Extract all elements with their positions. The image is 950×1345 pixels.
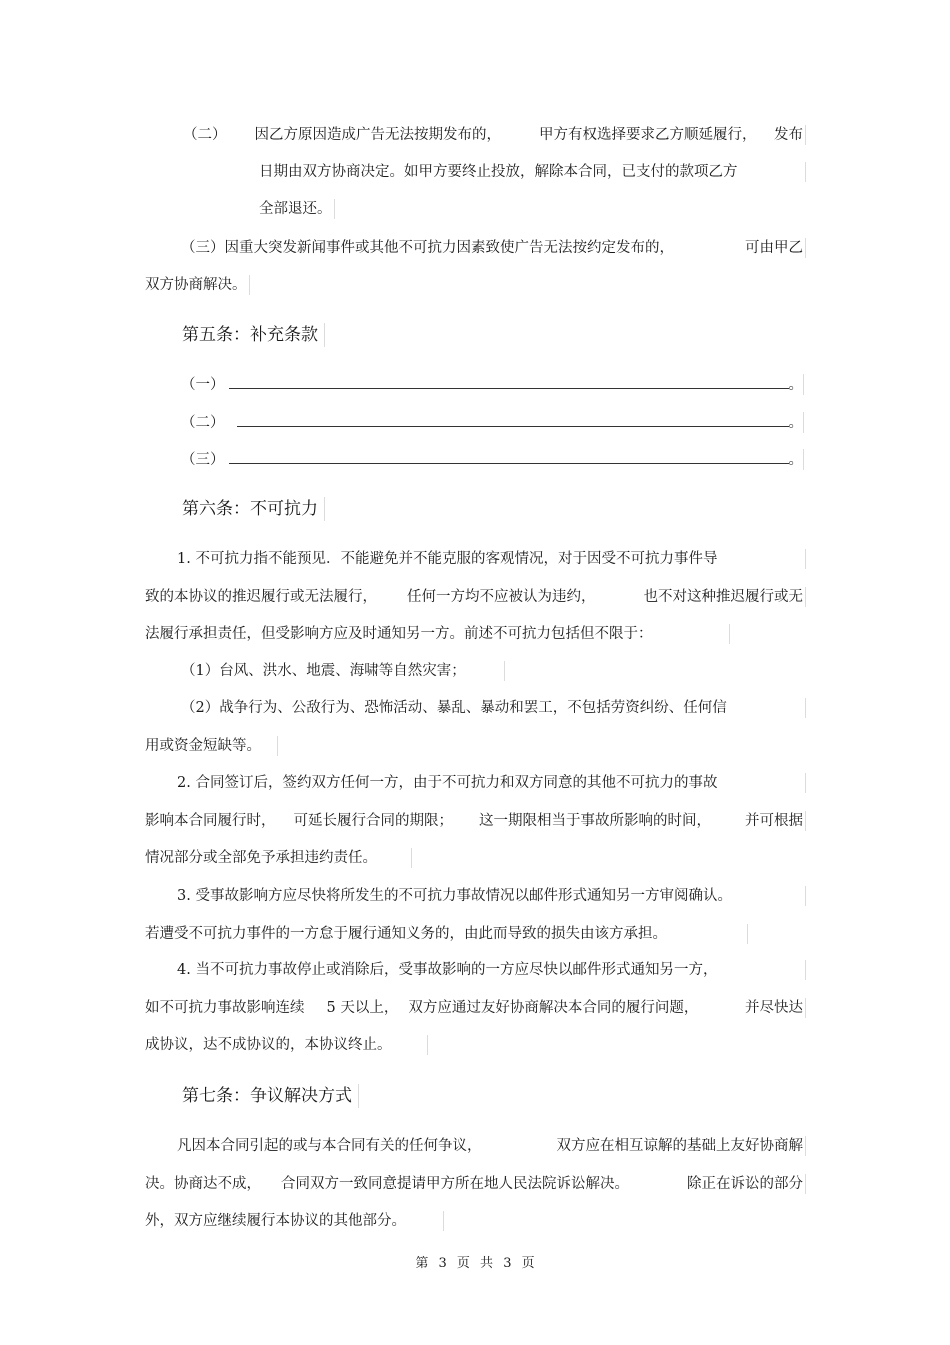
text-segment: 影响本合同履行时， <box>145 813 276 829</box>
clause-4-3-line-1 <box>181 238 806 258</box>
para-7-line-2 <box>145 1174 806 1194</box>
clause-number: （二） <box>183 127 227 143</box>
text-segment: 3. 受事故影响方应尽快将所发生的不可抗力事故情况以邮件形式通知另一方审阅确认。 <box>177 888 732 904</box>
page-number-footer: 第 3 页 共 3 页 <box>415 1256 535 1271</box>
para-6-2-line-3 <box>145 848 412 868</box>
text-segment: 日期由双方协商决定。如甲方要终止投放，解除本合同，已支付的款项乙方 <box>259 164 738 180</box>
para-6-1-line-2 <box>145 587 806 607</box>
para-6-3-line-2 <box>145 924 748 944</box>
text-segment: 外，双方应继续履行本协议的其他部分。 <box>145 1213 406 1229</box>
para-6-4-line-1 <box>177 960 806 980</box>
para-6-4-line-3 <box>145 1035 428 1055</box>
text-segment: 1. 不可抗力指不能预见．不能避免并不能克服的客观情况，对于因受不可抗力事件导 <box>177 551 718 567</box>
text-segment: （2）战争行为、公敌行为、恐怖活动、暴乱、暴动和罢工，不包括劳资纠纷、任何信 <box>181 700 727 716</box>
text-segment: 如不可抗力事故影响连续 <box>145 1000 305 1016</box>
fill-in-blank-line <box>229 449 789 464</box>
para-7-line-1 <box>177 1136 806 1156</box>
para-6-1-line-1 <box>177 549 806 569</box>
fill-in-blank-line <box>237 412 789 427</box>
fill-in-blank-line <box>229 374 789 389</box>
text-segment: 双方应在相互谅解的基础上友好协商解 <box>556 1138 803 1154</box>
section-6-heading: 第六条：不可抗力 <box>182 497 325 521</box>
clause-4-2-line-2 <box>259 162 806 182</box>
text-segment: 并尽快达 <box>745 1000 803 1016</box>
text-segment: 若遭受不可抗力事件的一方怠于履行通知义务的，由此而导致的损失由该方承担。 <box>145 926 667 942</box>
text-segment: 双方协商解决。 <box>145 277 247 293</box>
clause-4-2-line-1 <box>183 125 806 145</box>
section-5-heading: 第五条：补充条款 <box>182 323 325 347</box>
text-segment: 决。协商达不成， <box>145 1176 261 1192</box>
text-segment: （1）台风、洪水、地震、海啸等自然灾害； <box>181 663 466 679</box>
text-segment: 并可根据 <box>745 813 803 829</box>
text-segment: 也不对这种推迟履行或无 <box>643 589 803 605</box>
clause-number: （二） <box>181 415 225 431</box>
text-segment: 成协议，达不成协议的，本协议终止。 <box>145 1037 392 1053</box>
para-6-1-item-1 <box>181 661 505 681</box>
text-segment: 凡因本合同引起的或与本合同有关的任何争议， <box>177 1138 482 1154</box>
period-mark: 。 <box>788 415 803 431</box>
period-mark: 。 <box>788 452 803 468</box>
text-segment: 可延长履行合同的期限； <box>293 813 453 829</box>
text-segment: 用或资金短缺等。 <box>145 738 261 754</box>
text-segment: 甲方有权选择要求乙方顺延履行， <box>539 127 757 143</box>
para-6-1-line-3 <box>145 624 730 644</box>
text-segment: 5 天以上， <box>326 1000 399 1016</box>
text-segment: 除正在诉讼的部分 <box>687 1176 803 1192</box>
para-6-2-line-2 <box>145 811 806 831</box>
para-6-1-item-2-line-2 <box>145 736 278 756</box>
blank-clause-1 <box>181 374 804 395</box>
clause-4-3-line-2 <box>145 275 250 295</box>
clause-4-2-line-3 <box>259 199 335 219</box>
para-6-2-line-1 <box>177 773 806 793</box>
blank-clause-2 <box>181 412 804 433</box>
para-6-1-item-2-line-1 <box>181 698 806 718</box>
text-segment: （三）因重大突发新闻事件或其他不可抗力因素致使广告无法按约定发布的， <box>181 240 674 256</box>
text-segment: 法履行承担责任，但受影响方应及时通知另一方。前述不可抗力包括但不限于： <box>145 626 653 642</box>
text-segment: 情况部分或全部免予承担违约责任。 <box>145 850 377 866</box>
text-segment: 致的本协议的推迟履行或无法履行， <box>145 589 377 605</box>
clause-number: （三） <box>181 452 225 468</box>
blank-clause-3 <box>181 449 804 470</box>
text-segment: 因乙方原因造成广告无法按期发布的， <box>254 127 501 143</box>
text-segment: 任何一方均不应被认为违约， <box>407 589 596 605</box>
text-segment: 合同双方一致同意提请甲方所在地人民法院诉讼解决。 <box>281 1176 629 1192</box>
text-segment: 发布 <box>774 127 803 143</box>
text-segment: 双方应通过友好协商解决本合同的履行问题， <box>408 1000 699 1016</box>
section-7-heading: 第七条：争议解决方式 <box>182 1084 359 1108</box>
text-segment: 全部退还。 <box>259 201 332 217</box>
period-mark: 。 <box>788 377 803 393</box>
clause-number: （一） <box>181 377 225 393</box>
para-6-4-line-2 <box>145 998 806 1018</box>
text-segment: 可由甲乙 <box>745 240 803 256</box>
text-segment: 2. 合同签订后，签约双方任何一方，由于不可抗力和双方同意的其他不可抗力的事故 <box>177 775 718 791</box>
text-segment: 这一期限相当于事故所影响的时间， <box>479 813 711 829</box>
para-6-3-line-1 <box>177 886 806 906</box>
para-7-line-3 <box>145 1211 444 1231</box>
text-segment: 4. 当不可抗力事故停止或消除后，受事故影响的一方应尽快以邮件形式通知另一方， <box>177 962 718 978</box>
